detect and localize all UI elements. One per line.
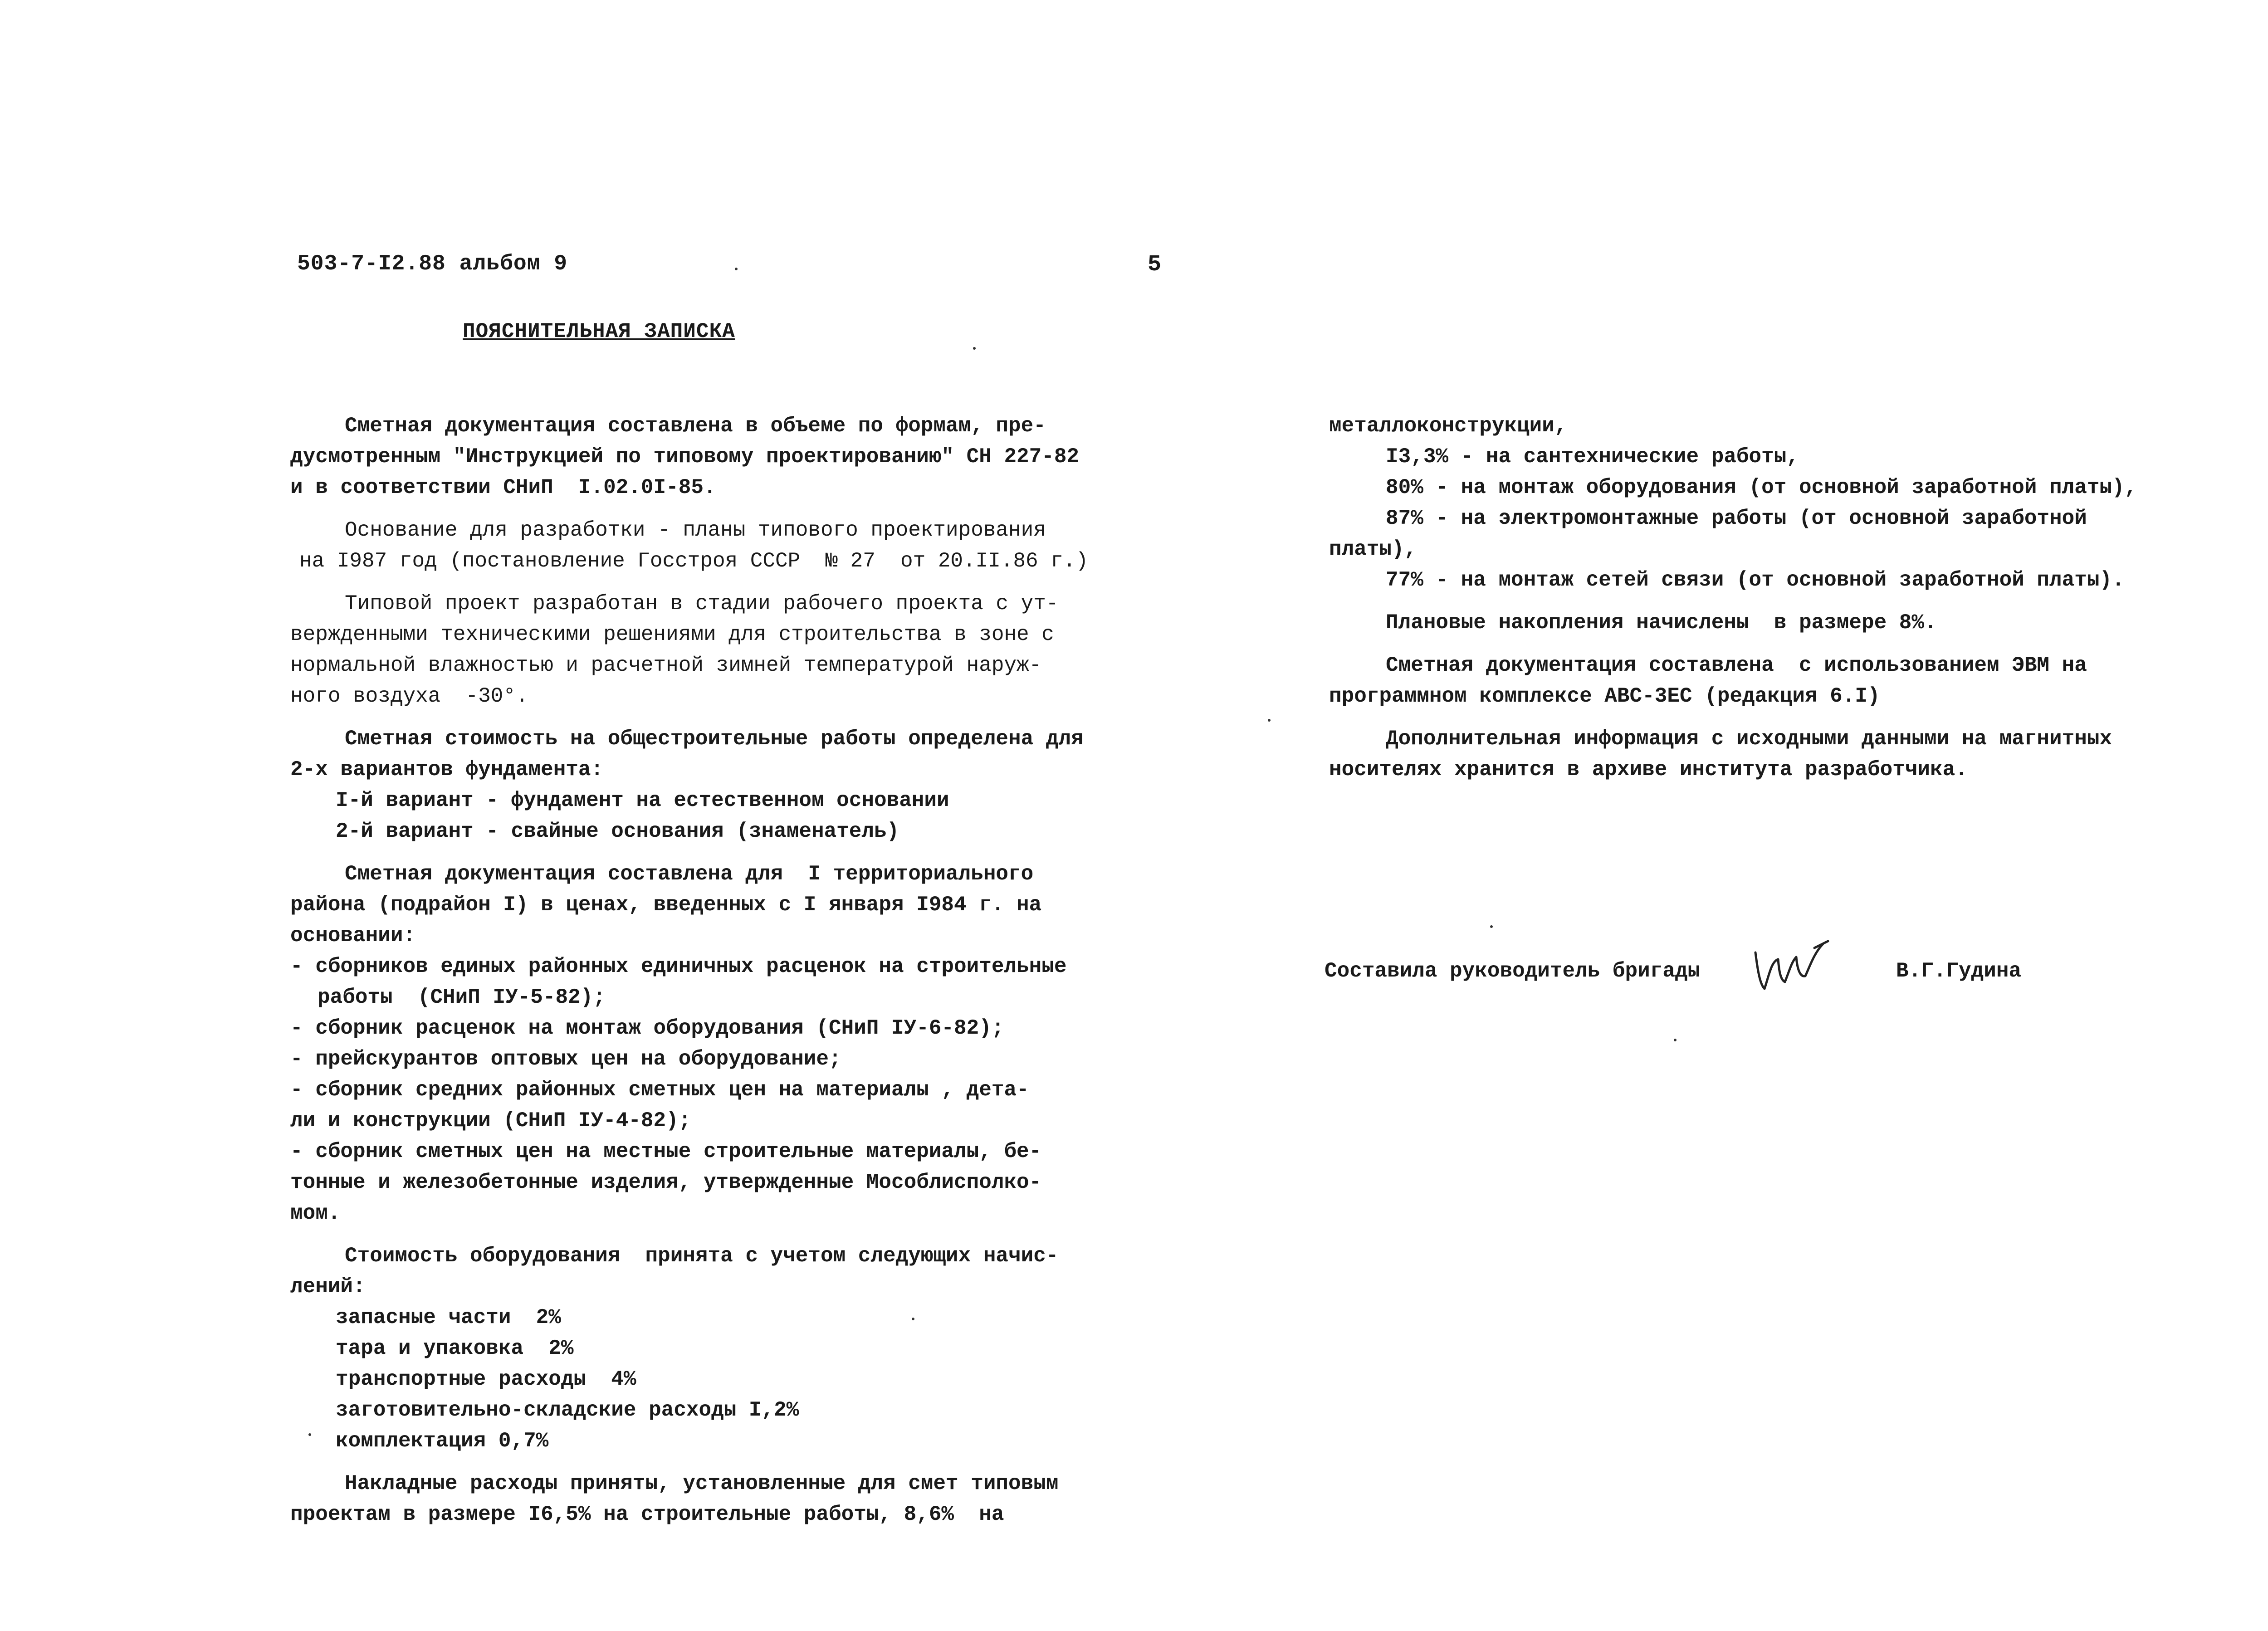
text-line: 77% - на монтаж сетей связи (от основной заработной платы). <box>1386 568 2125 592</box>
scan-speck <box>973 347 976 350</box>
text-line: I3,3% - на сантехнические работы, <box>1386 445 1799 469</box>
text-line: Накладные расходы приняты, установленные для смет типовым <box>345 1472 1059 1495</box>
right-column <box>1329 410 2182 797</box>
list-item: транспортные расходы 4% <box>336 1367 636 1391</box>
scan-speck <box>1268 719 1271 722</box>
scan-speck <box>1674 1039 1677 1041</box>
document-code: 503-7-I2.88 альбом 9 <box>297 252 568 276</box>
paragraph-price-basis <box>290 859 1125 1229</box>
list-item: - прейскурантов оптовых цен на оборудование; <box>290 1047 841 1071</box>
text-line: Сметная документация составлена с использованием ЭВМ на <box>1386 654 2087 677</box>
text-line: Стоимость оборудования принята с учетом следующих начис- <box>345 1244 1059 1268</box>
list-item: тара и упаковка 2% <box>336 1337 574 1360</box>
paragraph-basis <box>290 515 1125 576</box>
text-line: и в соответствии СНиП I.02.0I-85. <box>290 476 716 499</box>
paragraph-computer-use <box>1329 650 2182 712</box>
list-item: заготовительно-складские расходы I,2% <box>336 1398 799 1422</box>
text-line: вержденными техническими решениями для строительства в зоне с <box>290 623 1054 646</box>
signer-name: В.Г.Гудина <box>1896 959 2022 983</box>
page-number: 5 <box>1148 252 1162 278</box>
signature-label: Составила руководитель бригады <box>1325 959 1701 983</box>
text-line: Сметная документация составлена для I территориального <box>345 862 1034 886</box>
list-item: - сборник сметных цен на местные строительные материалы, бе- <box>290 1140 1042 1163</box>
text-line: I-й вариант - фундамент на естественном основании <box>336 789 949 812</box>
list-item: запасные части 2% <box>336 1306 561 1329</box>
text-line: 87% - на электромонтажные работы (от основной заработной <box>1386 507 2087 530</box>
text-line: Дополнительная информация с исходными данными на магнитных <box>1386 727 2112 751</box>
scan-speck <box>912 1318 914 1320</box>
paragraph-planned-savings <box>1329 607 2182 638</box>
paragraph-additional-info <box>1329 723 2182 785</box>
text-line: основании: <box>290 924 416 947</box>
list-item-continuation: работы (СНиП IУ-5-82); <box>318 986 606 1009</box>
text-line: нормальной влажностью и расчетной зимней температурой наруж- <box>290 654 1042 677</box>
text-line: 2-й вариант - свайные основания (знаменатель) <box>336 820 899 843</box>
text-line: дусмотренным "Инструкцией по типовому проектированию" СН 227-82 <box>290 445 1080 469</box>
text-line: Сметная стоимость на общестроительные работы определена для <box>345 727 1084 751</box>
text-line: металлоконструкции, <box>1329 414 1567 438</box>
text-line: Плановые накопления начислены в размере 8%. <box>1386 611 1937 635</box>
list-item: - сборник средних районных сметных цен на материалы , дета- <box>290 1078 1029 1102</box>
scan-speck <box>308 1433 311 1436</box>
text-line: ного воздуха -30°. <box>290 684 528 708</box>
scan-speck <box>735 268 738 270</box>
paragraph-foundation-variants <box>290 723 1125 847</box>
text-line: платы), <box>1329 537 1417 561</box>
list-item-continuation: мом. <box>290 1201 341 1225</box>
text-line: носителях хранится в архиве института разработчика. <box>1329 758 1968 781</box>
text-line: 2-х вариантов фундамента: <box>290 758 604 781</box>
text-line: программном комплексе АВС-3ЕС (редакция 6.I) <box>1329 684 1880 708</box>
text-line: на I987 год (постановление Госстроя СССР № 27 от 20.II.86 г.) <box>299 549 1089 573</box>
paragraph-scope <box>290 410 1125 503</box>
text-line: Сметная документация составлена в объеме по формам, пре- <box>345 414 1046 438</box>
text-line: проектам в размере I6,5% на строительные работы, 8,6% на <box>290 1503 1004 1526</box>
list-item: - сборников единых районных единичных расценок на строительные <box>290 955 1067 978</box>
left-column <box>290 410 1125 1542</box>
paragraph-design <box>290 588 1125 712</box>
text-line: 80% - на монтаж оборудования (от основной заработной платы), <box>1386 476 2137 499</box>
text-line: района (подрайон I) в ценах, введенных с I января I984 г. на <box>290 893 1042 917</box>
paragraph-equipment-cost <box>290 1240 1125 1456</box>
list-item: комплектация 0,7% <box>336 1429 549 1453</box>
paragraph-overhead-continued <box>1329 410 2182 596</box>
page-title: ПОЯСНИТЕЛЬНАЯ ЗАПИСКА <box>463 320 735 343</box>
list-item: - сборник расценок на монтаж оборудования (СНиП IУ-6-82); <box>290 1016 1004 1040</box>
scan-speck <box>1490 925 1493 928</box>
text-line: лений: <box>290 1275 366 1299</box>
handwritten-signature <box>1746 934 1837 998</box>
text-line: Типовой проект разработан в стадии рабочего проекта с ут- <box>345 592 1059 615</box>
list-item-continuation: тонные и железобетонные изделия, утвержденные Мособлисполко- <box>290 1171 1042 1194</box>
text-line: Основание для разработки - планы типового проектирования <box>345 518 1046 542</box>
paragraph-overhead <box>290 1468 1125 1530</box>
list-item-continuation: ли и конструкции (СНиП IУ-4-82); <box>290 1109 691 1133</box>
